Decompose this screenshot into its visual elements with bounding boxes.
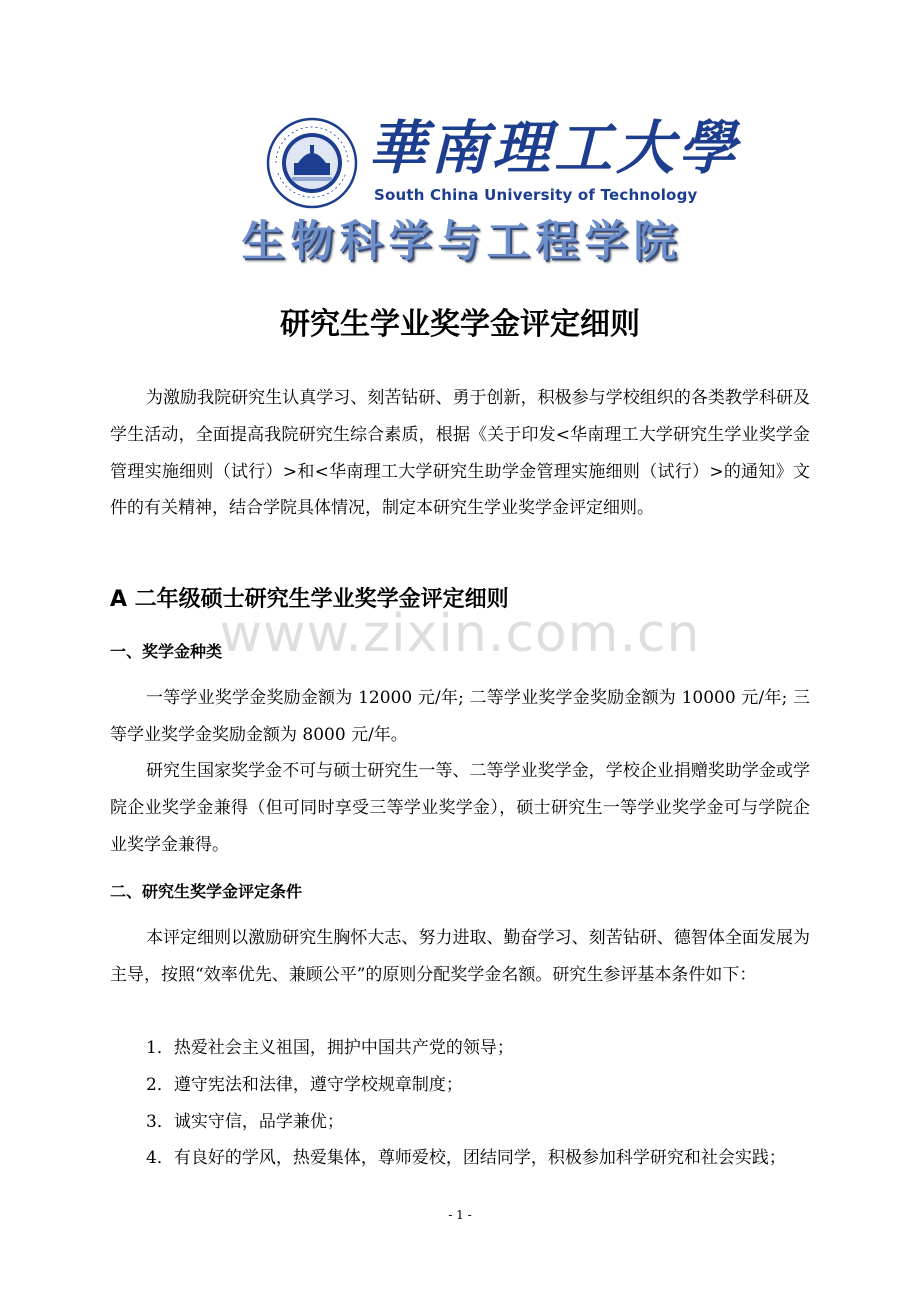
intro-paragraph: 为激励我院研究生认真学习、刻苦钻研、勇于创新，积极参与学校组织的各类教学科研及学生活动，全面提高我院研究生综合素质，根据《关于印发<华南理工大学研究生学业奖学金管理实施细则（试行）>和<华南理工大学研究生助学金管理实施细则（试行）>的通知》文件的有关精神，结合学院具体情况，制定本研究生学业奖学金评定细则。	[110, 388, 810, 519]
list-item: 1．热爱社会主义祖国，拥护中国共产党的领导；	[146, 1038, 514, 1058]
college-name: 生物科学与工程学院	[241, 217, 683, 267]
page-number: - 1 -	[448, 1208, 472, 1222]
university-seal-logo	[266, 117, 358, 209]
document-title: 研究生学业奖学金评定细则	[280, 307, 640, 342]
list-item: 4．有良好的学风，热爱集体，尊师爱校，团结同学，积极参加科学研究和社会实践；	[146, 1148, 786, 1168]
university-name-cn: 華南理工大學	[368, 114, 741, 182]
list-item: 2．遵守宪法和法律，遵守学校规章制度；	[146, 1075, 463, 1095]
subsection-2-paragraph-1: 本评定细则以激励研究生胸怀大志、努力进取、勤奋学习、刻苦钻研、德智体全面发展为主导，按照“效率优先、兼顾公平”的原则分配奖学金名额。研究生参评基本条件如下：	[110, 928, 810, 985]
university-name-en: South China University of Technology	[374, 186, 698, 204]
subsection-2-heading: 二、研究生奖学金评定条件	[110, 882, 303, 901]
subsection-1-paragraph-2: 研究生国家奖学金不可与硕士研究生一等、二等学业奖学金，学校企业捐赠奖助学金或学院企业奖学金兼得（但可同时享受三等学业奖学金），硕士研究生一等学业奖学金可与学院企业奖学金兼得。	[110, 761, 810, 855]
subsection-1-paragraph-1: 一等学业奖学金奖励金额为 12000 元/年; 二等学业奖学金奖励金额为 10000 元/年; 三等学业奖学金奖励金额为 8000 元/年。	[110, 688, 810, 745]
list-item: 3．诚实守信，品学兼优；	[146, 1112, 344, 1132]
subsection-1-heading: 一、奖学金种类	[110, 642, 223, 661]
section-a-heading: A 二年级硕士研究生学业奖学金评定细则	[110, 587, 509, 612]
watermark: www.zixin.com.cn	[219, 604, 701, 664]
